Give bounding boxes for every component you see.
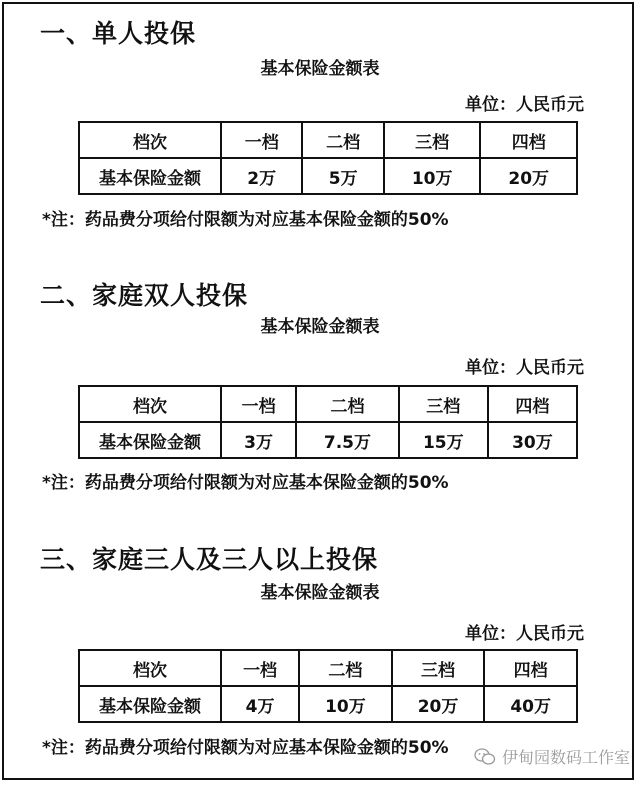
value-cell: 40万 (484, 686, 577, 722)
coverage-table (78, 649, 578, 723)
footnote: *注：药品费分项给付限额为对应基本保险金额的50% (42, 210, 449, 230)
header-cell: 三档 (399, 386, 488, 422)
header-cell: 一档 (221, 386, 296, 422)
header-cell: 一档 (221, 122, 302, 158)
value-cell: 30万 (488, 422, 577, 458)
value-cell: 15万 (399, 422, 488, 458)
header-cell: 三档 (384, 122, 481, 158)
header-cell: 档次 (79, 386, 221, 422)
coverage-table (78, 121, 578, 195)
section-heading: 一、单人投保 (40, 19, 197, 48)
value-cell: 7.5万 (296, 422, 399, 458)
row-label-cell: 基本保险金额 (79, 686, 221, 722)
table-title: 基本保险金额表 (260, 583, 380, 603)
value-cell: 3万 (221, 422, 296, 458)
header-cell: 档次 (79, 122, 221, 158)
header-cell: 四档 (488, 386, 577, 422)
value-cell: 2万 (221, 158, 302, 194)
table-header-row (79, 122, 577, 158)
value-cell: 5万 (302, 158, 383, 194)
section-heading: 二、家庭双人投保 (40, 281, 249, 310)
table-row (79, 686, 577, 722)
table-header-row (79, 386, 577, 422)
value-cell: 10万 (299, 686, 392, 722)
section-heading: 三、家庭三人及三人以上投保 (40, 545, 379, 574)
wechat-icon (474, 748, 496, 766)
value-cell: 20万 (392, 686, 485, 722)
row-label-cell: 基本保险金额 (79, 158, 221, 194)
currency-unit: 单位：人民币元 (465, 358, 584, 378)
currency-unit: 单位：人民币元 (465, 624, 584, 644)
table-header-row (79, 650, 577, 686)
watermark-right (474, 745, 630, 768)
currency-unit: 单位：人民币元 (465, 95, 584, 115)
table-title: 基本保险金额表 (260, 59, 380, 79)
footnote: *注：药品费分项给付限额为对应基本保险金额的50% (42, 738, 449, 758)
watermark-text: 伊甸园数码工作室 (501, 748, 630, 767)
coverage-table (78, 385, 578, 459)
header-cell: 四档 (480, 122, 577, 158)
header-cell: 档次 (79, 650, 221, 686)
table-title: 基本保险金额表 (260, 317, 380, 337)
header-cell: 二档 (299, 650, 392, 686)
value-cell: 20万 (480, 158, 577, 194)
row-label-cell: 基本保险金额 (79, 422, 221, 458)
value-cell: 10万 (384, 158, 481, 194)
value-cell: 4万 (221, 686, 299, 722)
header-cell: 四档 (484, 650, 577, 686)
header-cell: 二档 (302, 122, 383, 158)
header-cell: 一档 (221, 650, 299, 686)
table-row (79, 422, 577, 458)
table-row (79, 158, 577, 194)
header-cell: 三档 (392, 650, 485, 686)
footnote: *注：药品费分项给付限额为对应基本保险金额的50% (42, 473, 449, 493)
header-cell: 二档 (296, 386, 399, 422)
